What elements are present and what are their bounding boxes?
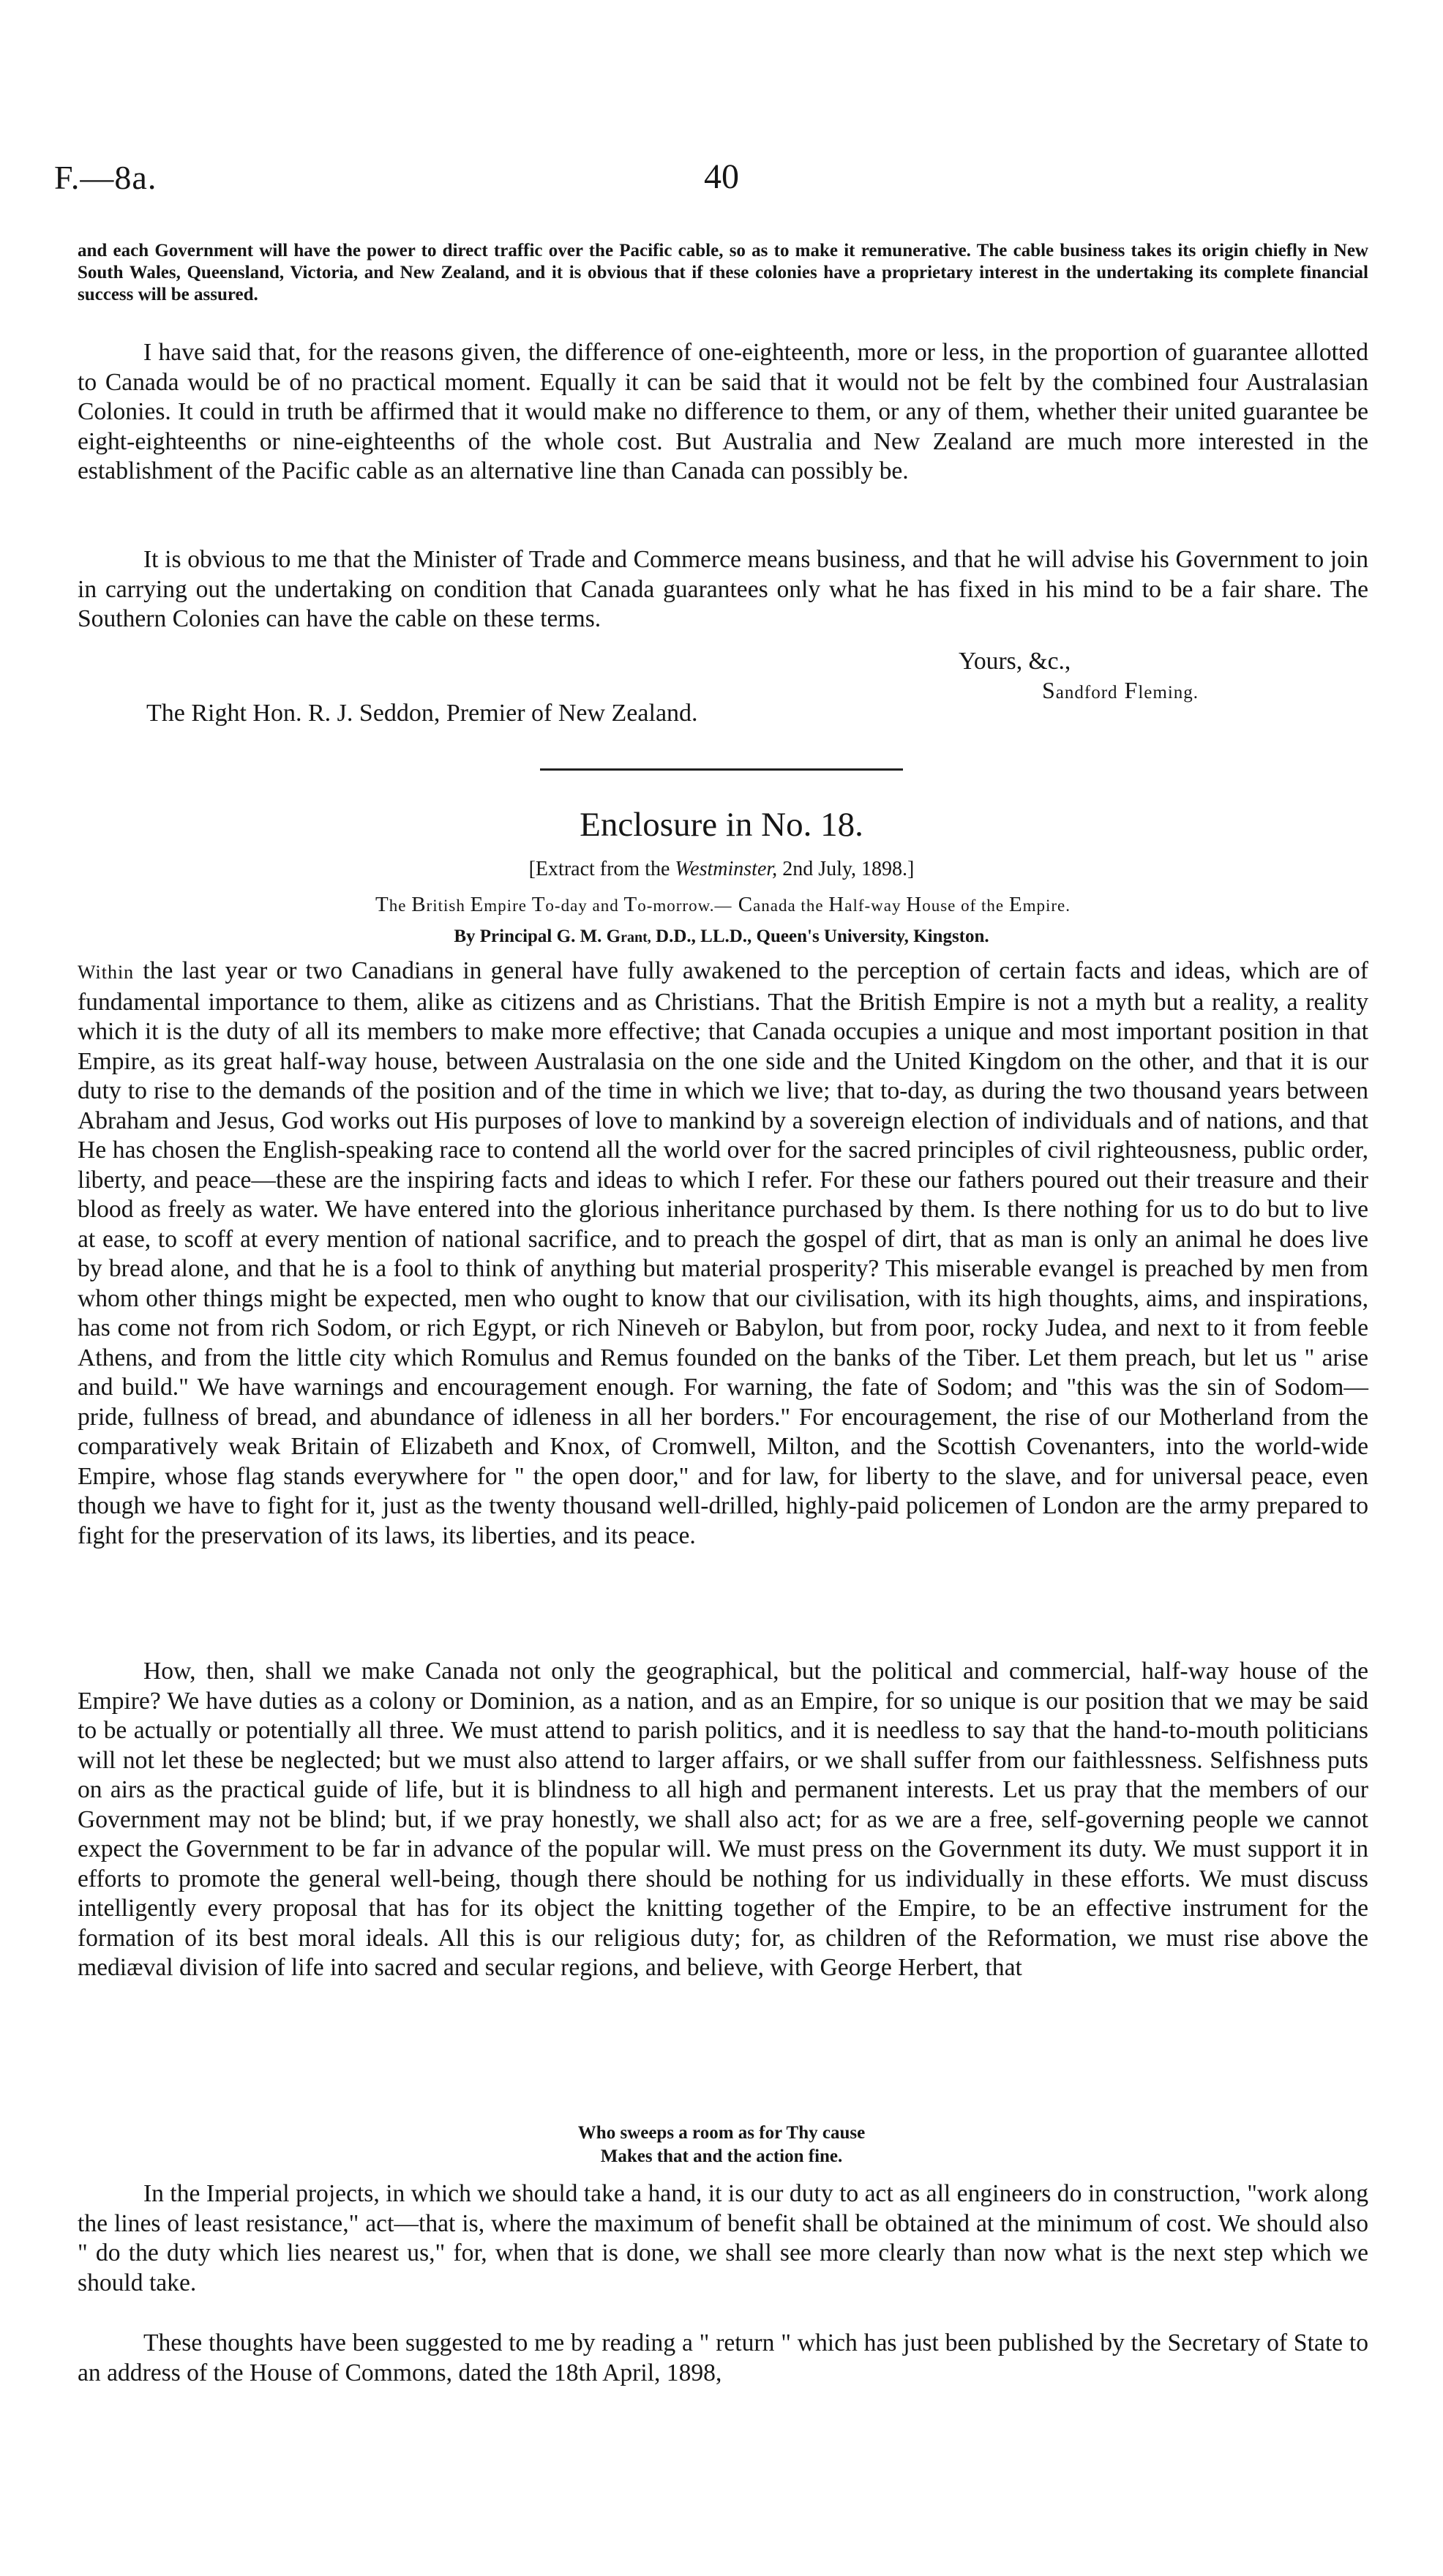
source-prefix: [Extract from the <box>528 858 670 880</box>
letter-paragraph-1: I have said that, for the reasons given, the difference of one-eighteenth, more or less, in the proportion of guarantee allotted to Canada would be of no practical moment. Equally it can be said that it would not be felt by the combined four Australasian Colonies. It could in truth be affirmed that it would make no difference to them, or any of them, whether their united guarantee be eight-eighteenths or nine-eighteenths of the whole cost. But Australia and New Zealand are much more interested in the establishment of the Pacific cable as an alternative line than Canada can possibly be. <box>78 339 1368 484</box>
heading-cap: H <box>906 893 923 916</box>
heading-smallcaps: ouse of the <box>922 896 1009 915</box>
heading-smallcaps: anada the <box>753 896 829 915</box>
heading-cap: E <box>470 893 484 916</box>
letter-closing: Yours, &c., <box>959 648 1071 675</box>
heading-cap: T <box>531 893 546 916</box>
heading-cap: C <box>738 893 754 916</box>
heading-smallcaps: he <box>389 896 412 915</box>
enclosure-paragraph-3: In the Imperial projects, in which we should take a hand, it is our duty to act as all engineers do in construction, "work along the lines of least resistance," act—that is, where the maximum of benefit shall be obtained at the minimum of cost. We should also " do the duty which lies nearest us," for, when that is done, we shall see more clearly than now what is the next step which we should take. <box>78 2180 1368 2296</box>
section-reference: F.—8a. <box>54 159 157 196</box>
byline-suffix: D.D., LL.D., Queen's University, Kingston. <box>656 926 989 946</box>
opening-word: Within <box>78 962 135 983</box>
signature-last-rest: leming. <box>1138 683 1199 703</box>
signature-first-rest: andford <box>1055 683 1118 703</box>
letter-fine-print-paragraph: and each Government will have the power to direct traffic over the Pacific cable, so as to make it remunerative. The cable business takes its origin chiefly in New South Wales, Queensland, Victoria, and New Zealand, and it is obvious that if these colonies have a proprietary interest in the undertaking its complete financial success will be assured. <box>78 241 1368 304</box>
source-date: 2nd July, 1898.] <box>782 858 915 880</box>
page-number: 40 <box>704 157 739 196</box>
heading-cap: H <box>828 893 845 916</box>
heading-smallcaps: mpire <box>484 896 532 915</box>
enclosure-title: Enclosure in No. 18. <box>580 806 863 844</box>
source-publication: Westminster, <box>675 858 778 880</box>
heading-cap: T <box>623 893 638 916</box>
section-divider <box>540 768 903 771</box>
byline-prefix: By Principal G. M. <box>454 926 602 946</box>
heading-cap: B <box>411 893 427 916</box>
heading-smallcaps: mpire. <box>1022 896 1071 915</box>
signature-first-initial: S <box>1042 677 1056 703</box>
paragraph-text: the last year or two Canadians in general have fully awakened to the perception of certain facts and ideas, which are of fundamental importance to them, alike as citizens and as Christians. That the British Empire is not a myth but a reality, a reality which it is the duty of all its members to make more effective; that Canada occupies a unique and most important position in that Empire, as its great half-way house, between Australasia on the one side and the United Kingdom on the other, and that it is our duty to rise to the demands of the position and of the time in which we live; that to-day, as during the two thousand years between Abraham and Jesus, God works out His purposes of love to mankind by a sovereign election of individuals and of nations, and that He has chosen the English-speaking race to contend all the world over for the sacred principles of civil righteousness, public order, liberty, and peace—these are the inspiring facts and ideas to which I refer. For these our fathers poured out their treasure and their blood as freely as water. We have entered into the glorious inheritance purchased by them. Is there nothing for us to do but to live at ease, to scoff at every mention of national sacrifice, and to preach the gospel of dirt, that as man is only an animal he does live by bread alone, and that he is a fool to think of anything but material prosperity? This miserable evangel is preached by men from whom other things might be expected, men who ought to know that our civilisation, with its high thoughts, aims, and inspirations, has come not from rich Sodom, or rich Egypt, or rich Nineveh or Babylon, but from poor, rocky Judea, and next to it from feeble Athens, and from the little city which Romulus and Remus founded on the banks of the Tiber. Let them preach, but let us " arise and build." We have warnings and encouragement enough. For warning, the fate of Sodom; and "this was the sin of Sodom—pride, fullness of bread, and abundance of idleness in all her borders." For encouragement, the rise of our Motherland from the comparatively weak Britain of Elizabeth and Knox, of Cromwell, Milton, and the Scottish Covenanters, into the world-wide Empire, whose flag stands everywhere for " the open door," and for law, for liberty to the slave, and for universal peace, even though we have to fight for it, just as the twenty thousand well-drilled, highly-paid policemen of London are the army prepared to fight for the preservation of its laws, its liberties, and its peace. <box>78 957 1368 1549</box>
enclosure-paragraph-1 <box>78 956 1368 1551</box>
enclosure-paragraph-2: How, then, shall we make Canada not only the geographical, but the political and commercial, half-way house of the Empire? We have duties as a colony or Dominion, as a nation, and as an Empire, for so unique is our position that we may be said to be actually or potentially all three. We must attend to parish politics, and it is needless to say that the hand-to-mouth politicians will not let these be neglected; but we must also attend to larger affairs, or we shall suffer from our faithlessness. Selfishness puts on airs as the practical guide of life, but it is blindness to all high and permanent interests. Let us pray that the members of our Government may not be blind; but, if we pray honestly, we shall also act; for as we are a free, self-governing people we cannot expect the Government to be far in advance of the popular will. We must press on the Government its duty. We must support it in efforts to promote the general well-being, though there should be nothing for us individually in these efforts. We must discuss intelligently every proposal that has for its object the knitting together of the Empire, to be an effective instrument for the formation of its best moral ideals. All this is our religious duty; for, as children of the Reformation, we must rise above the mediæval division of life into sacred and secular regions, and believe, with George Herbert, that <box>78 1658 1368 1981</box>
heading-cap: T <box>375 893 389 916</box>
heading-smallcaps: ritish <box>426 896 471 915</box>
letter-addressee: The Right Hon. R. J. Seddon, Premier of New Zealand. <box>146 700 698 727</box>
signature-last-initial: F <box>1124 677 1139 703</box>
verse-line-1: Who sweeps a room as for Thy cause <box>577 2123 866 2143</box>
heading-cap: E <box>1008 893 1023 916</box>
enclosure-source <box>0 858 1443 881</box>
heading-smallcaps: o-morrow.— <box>637 896 732 915</box>
heading-smallcaps: o-day and <box>545 896 624 915</box>
letter-paragraph-2: It is obvious to me that the Minister of Trade and Commerce means business, and that he will advise his Government to join in carrying out the undertaking on condition that Canada guarantees only what he has fixed in his mind to be a fair share. The Southern Colonies can have the cable on these terms. <box>78 546 1368 632</box>
byline-name-initial: G <box>606 926 621 946</box>
enclosure-byline <box>0 926 1443 947</box>
enclosure-heading <box>78 893 1368 917</box>
verse-line-2: Makes that and the action fine. <box>600 2146 843 2166</box>
letter-signature <box>1042 677 1199 704</box>
heading-smallcaps: alf-way <box>844 896 907 915</box>
byline-name-rest: rant, <box>621 929 651 946</box>
enclosure-paragraph-4: These thoughts have been suggested to me by reading a " return " which has just been published by the Secretary of State to an address of the House of Commons, dated the 18th April, 1898, <box>78 2329 1368 2386</box>
